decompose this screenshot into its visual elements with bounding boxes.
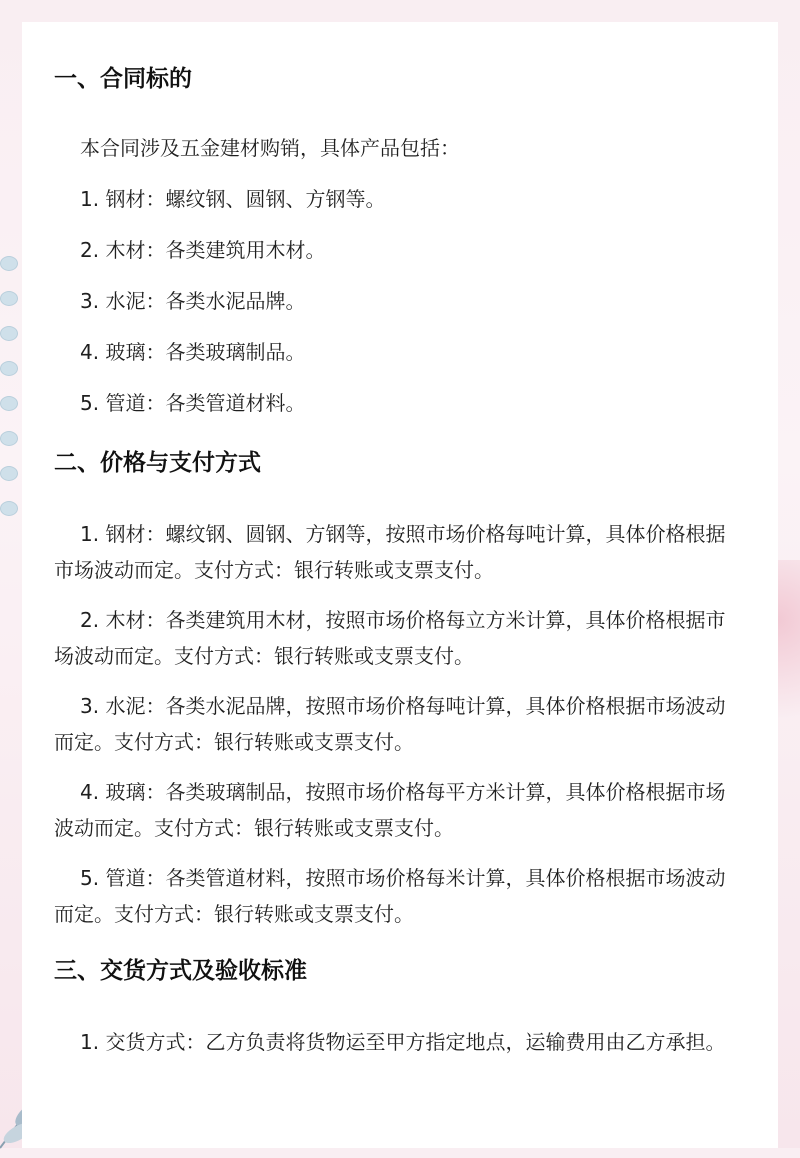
section-heading: 三、交货方式及验收标准 (54, 958, 307, 984)
section-intro: 本合同涉及五金建材购销，具体产品包括： (80, 136, 460, 160)
binder-ring (0, 431, 18, 446)
binder-ring (0, 396, 18, 411)
binder-ring (0, 256, 18, 271)
section-heading: 二、价格与支付方式 (54, 450, 261, 476)
list-item: 2. 木材：各类建筑用木材，按照市场价格每立方米计算，具体价格根据市场波动而定。支付方式：银行转账或支票支付。 (54, 608, 726, 668)
list-item: 1. 钢材：螺纹钢、圆钢、方钢等，按照市场价格每吨计算，具体价格根据市场波动而定。支付方式：银行转账或支票支付。 (54, 522, 726, 582)
binder-ring (0, 466, 18, 481)
binder-ring (0, 501, 18, 516)
binder-ring (0, 291, 18, 306)
list-item: 4. 玻璃：各类玻璃制品。 (80, 340, 306, 364)
list-item: 1. 交货方式：乙方负责将货物运至甲方指定地点，运输费用由乙方承担。 (80, 1030, 726, 1054)
list-item: 5. 管道：各类管道材料。 (80, 391, 306, 415)
list-item: 1. 钢材：螺纹钢、圆钢、方钢等。 (80, 187, 386, 211)
section-heading: 一、合同标的 (54, 66, 192, 92)
binder-ring (0, 361, 18, 376)
list-item: 3. 水泥：各类水泥品牌，按照市场价格每吨计算，具体价格根据市场波动而定。支付方式：银行转账或支票支付。 (54, 694, 726, 754)
list-item: 4. 玻璃：各类玻璃制品，按照市场价格每平方米计算，具体价格根据市场波动而定。支付方式：银行转账或支票支付。 (54, 780, 726, 840)
binder-ring (0, 326, 18, 341)
list-item: 2. 木材：各类建筑用木材。 (80, 238, 326, 262)
list-item: 3. 水泥：各类水泥品牌。 (80, 289, 306, 313)
list-item: 5. 管道：各类管道材料，按照市场价格每米计算，具体价格根据市场波动而定。支付方式：银行转账或支票支付。 (54, 866, 726, 926)
